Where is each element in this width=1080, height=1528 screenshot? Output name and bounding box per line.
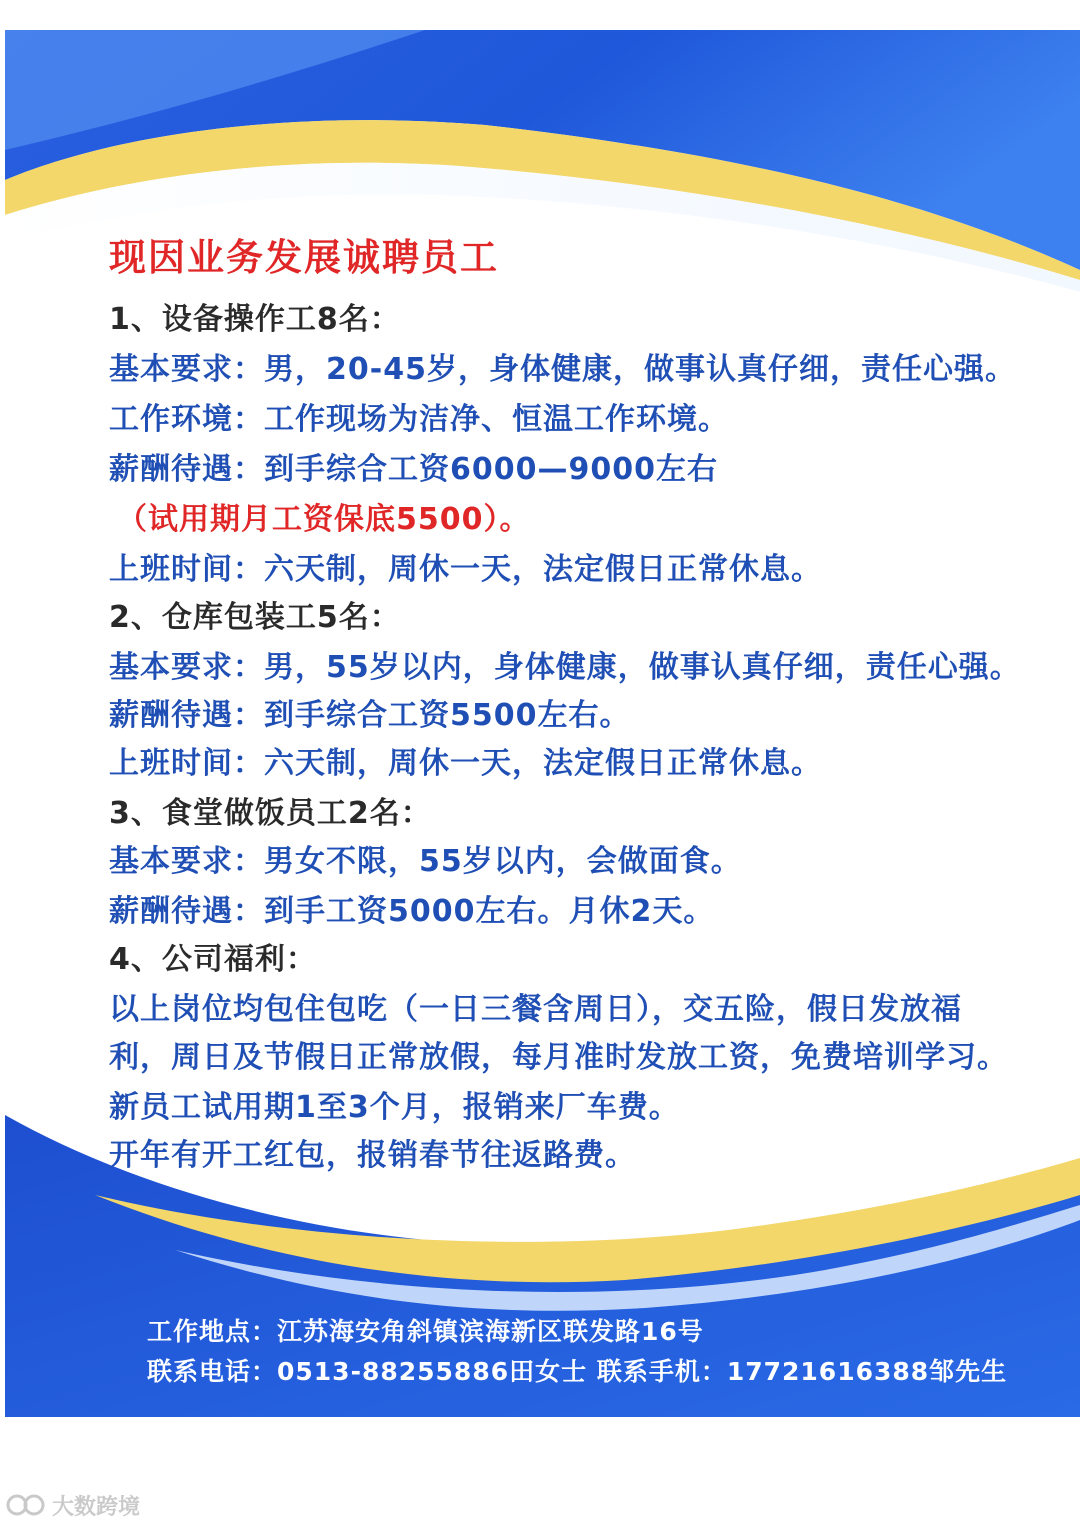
- job-1-probation-note: （试用期月工资保底5500）。: [117, 502, 531, 537]
- job-1-environment: 工作环境：工作现场为洁净、恒温工作环境。: [109, 402, 729, 437]
- job-3-salary: 薪酬待遇：到手工资5000左右。月休2天。: [109, 894, 715, 929]
- benefits-line-2: 利，周日及节假日正常放假，每月准时发放工资，免费培训学习。: [109, 1040, 1008, 1075]
- job-2-salary: 薪酬待遇：到手综合工资5500左右。: [109, 698, 631, 733]
- contact-info: 联系电话：0513-88255886田女士 联系手机：17721616388邹先生: [147, 1357, 1008, 1386]
- job-2-heading: 2、仓库包装工5名：: [109, 600, 401, 635]
- job-3-requirements: 基本要求：男女不限，55岁以内，会做面食。: [109, 844, 742, 879]
- job-3-heading: 3、食堂做饭员工2名：: [109, 796, 432, 831]
- job-2-requirements: 基本要求：男，55岁以内，身体健康，做事认真仔细，责任心强。: [109, 650, 1021, 685]
- page-title: 现因业务发展诚聘员工: [109, 236, 499, 279]
- benefits-line-1: 以上岗位均包住包吃（一日三餐含周日），交五险，假日发放福: [109, 992, 962, 1027]
- watermark-logo-icon: [6, 1492, 46, 1518]
- job-1-requirements: 基本要求：男，20-45岁，身体健康，做事认真仔细，责任心强。: [109, 352, 1016, 387]
- job-1-schedule: 上班时间：六天制，周休一天，法定假日正常休息。: [109, 552, 822, 587]
- job-1-salary: 薪酬待遇：到手综合工资6000—9000左右: [109, 452, 718, 487]
- work-address: 工作地点：江苏海安角斜镇滨海新区联发路16号: [147, 1317, 704, 1346]
- job-2-schedule: 上班时间：六天制，周休一天，法定假日正常休息。: [109, 746, 822, 781]
- benefits-heading: 4、公司福利：: [109, 942, 317, 977]
- watermark: [6, 1490, 140, 1520]
- benefits-line-3: 新员工试用期1至3个月，报销来厂车费。: [109, 1090, 680, 1125]
- benefits-line-4: 开年有开工红包，报销春节往返路费。: [109, 1138, 636, 1173]
- job-1-heading: 1、设备操作工8名：: [109, 302, 401, 337]
- recruitment-poster: [5, 30, 1080, 1417]
- watermark-text: 大数跨境: [52, 1494, 141, 1520]
